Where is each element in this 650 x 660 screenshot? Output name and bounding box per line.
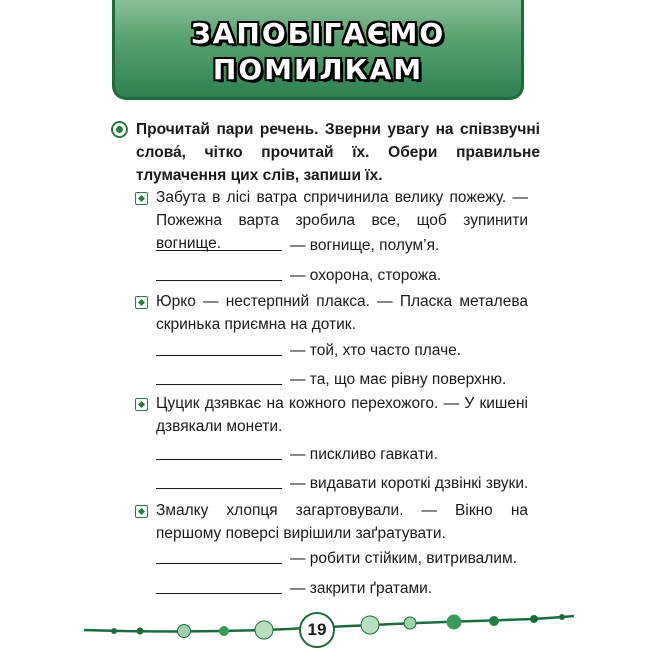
footer-dot-icon xyxy=(489,616,499,626)
task-target-icon xyxy=(111,121,128,138)
footer-dot-icon xyxy=(361,616,379,634)
footer-dot-icon xyxy=(447,615,462,630)
exercise-2-answer-2-field[interactable] xyxy=(156,384,282,385)
exercise-1-meaning-2: — охорона, сторожа. xyxy=(290,267,442,284)
exercise-2-meaning-1: — той, хто часто плаче. xyxy=(290,342,462,359)
exercise-4-meaning-2: — закрити ґратами. xyxy=(290,580,433,597)
exercise-2-answer-1-field[interactable] xyxy=(156,355,282,356)
exercise-1-answer-2-field[interactable] xyxy=(156,280,282,281)
exercise-2-meaning-2: — та, що має рівну поверхню. xyxy=(290,371,507,388)
exercise-3-answer-2-field[interactable] xyxy=(156,488,282,489)
exercise-4-answer-1-field[interactable] xyxy=(156,563,282,564)
footer-dot-icon xyxy=(559,614,565,620)
footer-dot-icon xyxy=(219,626,229,636)
exercise-bullet-icon xyxy=(135,505,148,518)
exercise-1-sentences: Забута в лісі ватра спричинила велику пожежу. — Пожежна варта зробила все, щоб зупинити вогнище. xyxy=(156,189,528,252)
footer-dot-icon xyxy=(255,621,273,639)
exercise-3-meaning-1: — пискливо гавкати. xyxy=(290,446,438,463)
exercise-1-answer-1-field[interactable] xyxy=(156,250,282,251)
footer-dot-icon xyxy=(178,625,191,638)
exercise-2-sentences: Юрко — нестерпний плакса. — Пласка металева скринька приємна на дотик. xyxy=(156,293,528,333)
exercise-bullet-icon xyxy=(135,296,148,309)
exercise-3-answer-1-field[interactable] xyxy=(156,459,282,460)
task-instruction: Прочитай пари речень. Зверни увагу на співзвучні слова́, чітко прочитай їх. Обери правильне тлумачення цих слів, запиши їх. xyxy=(136,121,540,184)
page-title-line-1: ЗАПОБІГАЄМО xyxy=(190,17,446,50)
exercise-bullet-icon xyxy=(135,398,148,411)
exercise-4-sentences: Змалку хлопця загартовували. — Вікно на першому поверсі вирішили заґратувати. xyxy=(156,502,528,542)
exercise-4-meaning-1: — робити стійким, витривалим. xyxy=(290,550,517,567)
exercise-3-meaning-2: — видавати короткі дзвінкі звуки. xyxy=(290,475,529,492)
footer-dot-icon xyxy=(404,617,416,629)
footer-dot-icon xyxy=(530,615,538,623)
exercise-bullet-icon xyxy=(135,192,148,205)
page-title xyxy=(112,16,524,88)
footer-dot-icon xyxy=(137,628,144,635)
exercise-1-meaning-1: — вогнище, полум’я. xyxy=(290,237,440,254)
footer-dot-icon xyxy=(111,628,117,634)
page-number: 19 xyxy=(299,612,335,648)
exercise-4-answer-2-field[interactable] xyxy=(156,593,282,594)
page-title-line-2: ПОМИЛКАМ xyxy=(212,53,424,86)
exercise-3-sentences: Цуцик дзявкає на кожного перехожого. — У кишені дзвякали монети. xyxy=(156,395,528,435)
